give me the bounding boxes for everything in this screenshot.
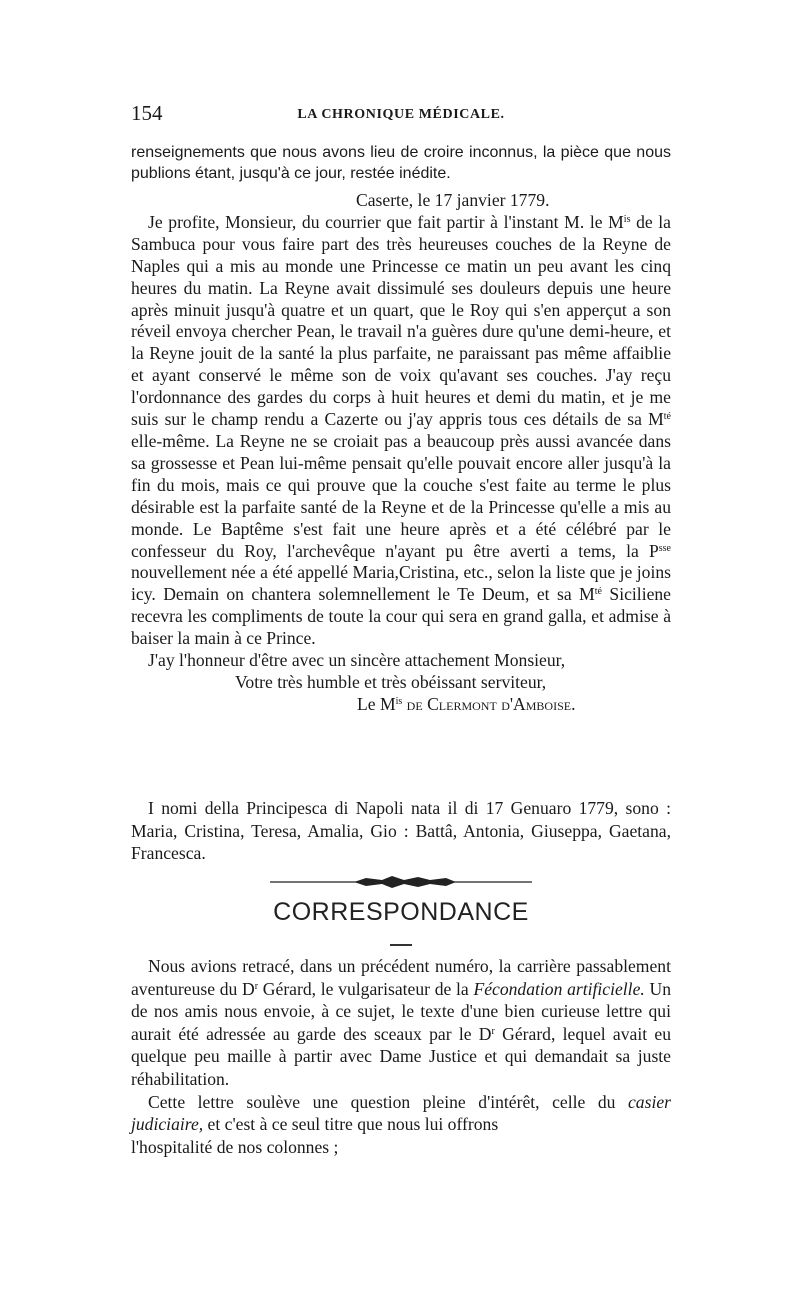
superscript: té (594, 586, 602, 598)
running-title: LA CHRONIQUE MÉDICALE. (297, 107, 505, 122)
superscript: té (663, 411, 671, 423)
page-number: 154 (131, 101, 163, 125)
correspondance-paragraph-1 (131, 955, 671, 1091)
superscript: r (254, 980, 259, 992)
letter (131, 190, 671, 716)
paragraph-text: Nous avions retracé, dans un précédent numéro, la carrière passablement aventureuse du D (131, 956, 671, 999)
paragraph-text: et c'est à ce seul titre que nous lui offrons (203, 1114, 499, 1135)
superscript: sse (658, 542, 671, 554)
letter-text-3: elle-même. La Reyne ne se croiait pas a beaucoup près aussi avancée dans sa grossesse et Pean lui-même pensait qu'elle pouvait encore aller jusqu'à la fin du mois, mais ce qui prouve que la couche s'est faite au terme le plus désirable est la parfaite santé de la Reyne et de la Princesse qu'elle a mis au monde. Le Baptême s'est fait une heure après et a été célébré par le confesseur du Roy, l'archevêque n'ayant pu être averti a tems, la P (131, 430, 671, 561)
letter-body (131, 212, 671, 650)
italian-note-text: I nomi della Principesca di Napoli nata il di 17 Genuaro 1779, sono : Maria, Cristina, Teresa, Amalia, Gio : Battâ, Antonia, Giuseppa, Gaetana, Francesca. (131, 798, 671, 863)
superscript: is (395, 695, 403, 707)
letter-closing-formula: Votre très humble et très obéissant serviteur, (235, 671, 547, 692)
section-heading: CORRESPONDANCE (273, 898, 529, 926)
paragraph-text: Cette lettre soulève une question pleine d'intérêt, celle du (148, 1091, 628, 1112)
correspondance-section (131, 955, 671, 1158)
signature-name: de Clermont d'Amboise. (402, 693, 576, 714)
letter-text-5: Siciliene recevra les compliments de toute la cour qui sera en grand galla, et admise à baiser la main à ce Prince. (131, 584, 671, 649)
signature-prefix: Le M (357, 693, 396, 714)
italian-note (131, 797, 671, 865)
superscript: r (491, 1025, 495, 1037)
letter-text-1: Je profite, Monsieur, du courrier que fait partir à l'instant M. le M (148, 211, 624, 232)
superscript: is (623, 213, 631, 225)
letter-signature (131, 694, 671, 716)
paragraph-text: Gérard, lequel avait eu quelque peu maille à partir avec Dame Justice et qui demandait sa juste réhabilitation. (131, 1023, 671, 1089)
letter-closing: J'ay l'honneur d'être avec un sincère attachement Monsieur, (148, 650, 566, 671)
correspondance-paragraph-2-end: l'hospitalité de nos colonnes ; (131, 1136, 339, 1157)
italic-title: Fécondation artificielle. (473, 978, 645, 999)
paragraph-text: Un de nos amis nous envoie, à ce sujet, le texte d'une bien curieuse lettre qui aurait été adressée au garde des sceaux par le D (131, 978, 671, 1044)
intro-paragraph: renseignements que nous avons lieu de croire inconnus, la pièce que nous publions étant, jusqu'à ce jour, restée inédite. (131, 144, 671, 182)
correspondance-paragraph-2 (131, 1091, 671, 1136)
letter-text-4: nouvellement née a été appellé Maria,Cristina, etc., selon la liste que je joins icy. Demain on chantera solemnellement le Te Deum, et sa M (131, 562, 671, 605)
letter-dateline: Caserte, le 17 janvier 1779. (356, 190, 550, 210)
letter-text-2: de la Sambuca pour vous faire part des très heureuses couches de la Reyne de Naples qui a mis au monde une Princesse ce matin un peu avant les cinq heures du matin. La Reyne avait dissimulé ses douleurs depuis une heure après minuit jusqu'à quatre et un quart, que le Roy qui s'en apperçut a son réveil envoya chercher Pean, le travail n'a guères dure qu'une demi-heure, et la Reyne jouit de la santé la plus parfaite, ne paraissant pas même affaiblie et ayant conservé le même son de voix qu'avant ses couches. J'ay reçu l'ordonnance des gardes du corps à huit heures et demi du matin, et je me suis sur le champ rendu a Cazerte ou j'ay appris tous ces détails de sa M (131, 211, 671, 430)
paragraph-text: Gérard, le vulgarisateur de la (258, 978, 474, 999)
ornament-divider (270, 874, 532, 890)
italic-term: casier judiciaire, (131, 1091, 671, 1135)
heading-dash (390, 944, 412, 946)
